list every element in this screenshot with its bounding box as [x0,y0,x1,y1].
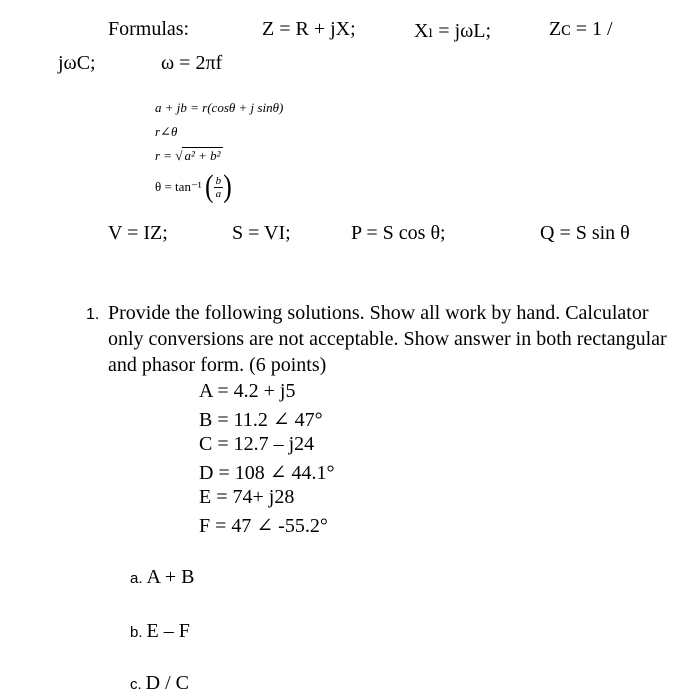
part-c-expression: D / C [145,672,190,694]
right-paren: ) [223,169,232,204]
rectangular-polar-identity: a + jb = r(cosθ + j sinθ) [155,100,284,115]
value-d: D = 108 ∠ 44.1° [199,462,335,484]
part-a [130,566,194,589]
capacitive-reactance-continued: jωC; [58,52,96,74]
inductive-reactance-formula: Xₗ = jωL; [414,20,492,42]
impedance-formula: Z = R + jX; [262,18,356,40]
ohms-law-formula: V = IZ; [108,222,168,244]
value-a: A = 4.2 + j5 [199,380,296,402]
reactive-power-formula: Q = S sin θ [540,222,630,244]
question-text: Provide the following solutions. Show all work by hand. Calculator only conversions are not acceptable. Show answer in both rectangular and phasor form. (6 points) [108,302,667,376]
angular-frequency-formula: ω = 2πf [161,52,223,74]
angle-denominator: a [215,187,222,200]
magnitude-formula [155,148,223,164]
sqrt-symbol: √ [175,148,183,163]
polar-notation: r∠θ [155,124,178,139]
part-c [130,672,189,695]
apparent-power-formula: S = VI; [232,222,291,244]
value-f: F = 47 ∠ -55.2° [199,515,328,537]
part-c-label: c. [130,676,142,693]
capacitive-reactance-formula: Zᴄ = 1 / [549,18,613,40]
value-c: C = 12.7 – j24 [199,433,315,455]
part-b-expression: E – F [146,620,190,642]
angle-numerator: b [215,174,222,187]
real-power-formula: P = S cos θ; [351,222,446,244]
magnitude-prefix: r = [155,148,176,163]
value-e: E = 74+ j28 [199,486,295,508]
part-b-label: b. [130,624,143,641]
left-paren: ( [204,169,214,204]
part-a-expression: A + B [146,566,195,588]
value-b: B = 11.2 ∠ 47° [199,409,323,431]
part-b [130,620,190,643]
formulas-label: Formulas: [108,18,190,40]
magnitude-radicand: a² + b² [184,148,221,163]
part-a-label: a. [130,570,143,587]
angle-formula [155,169,232,204]
angle-fraction [214,175,224,200]
question-number: 1. [86,306,100,323]
angle-prefix: θ = tan⁻¹ [155,179,202,194]
